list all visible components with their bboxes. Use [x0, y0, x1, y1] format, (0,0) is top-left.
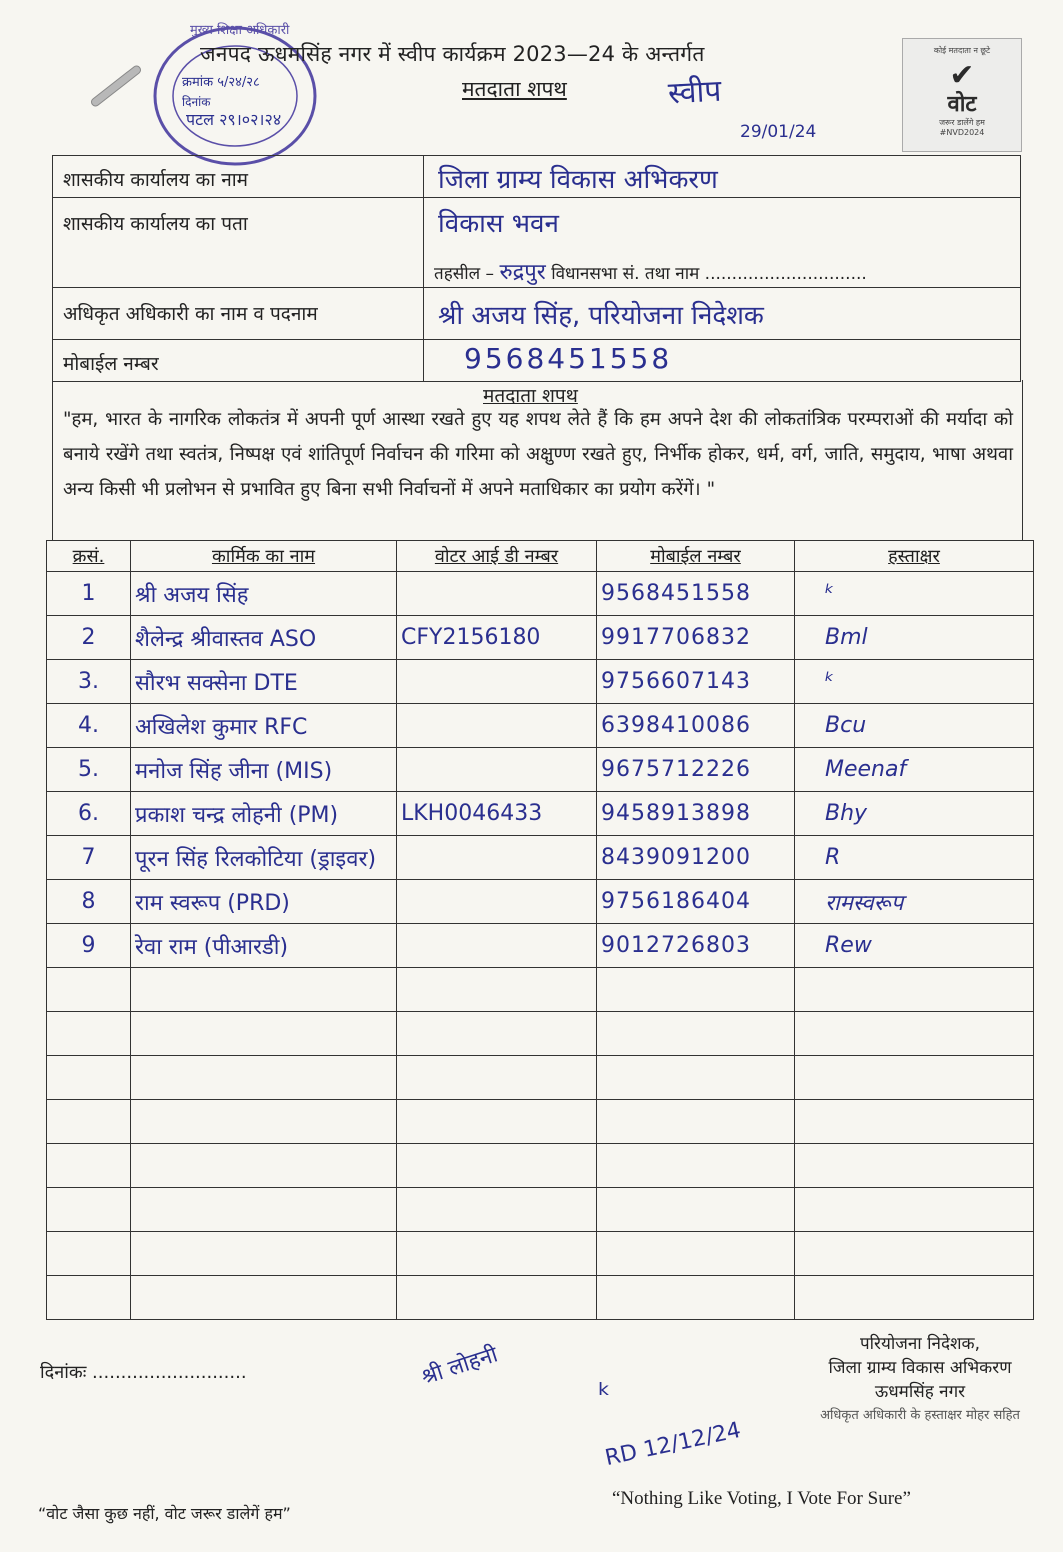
- tehsil-line: [434, 256, 867, 286]
- row-signature: [795, 1276, 1034, 1320]
- row-signature: ᵏ: [795, 660, 1034, 704]
- staff-header-row: [47, 541, 1034, 572]
- office-address-label: शासकीय कार्यालय का पता: [53, 198, 424, 288]
- row-name: अखिलेश कुमार RFC: [131, 704, 397, 748]
- row-mobile: 9568451558: [597, 572, 795, 616]
- row-sn: [47, 1276, 131, 1320]
- logo-tag: #NVD2024: [939, 128, 985, 137]
- office-name-label: शासकीय कार्यालय का नाम: [53, 156, 424, 198]
- row-sn: 3.: [47, 660, 131, 704]
- row-voter-id: CFY2156180: [397, 616, 597, 660]
- table-row: [47, 660, 1034, 704]
- row-voter-id: [397, 924, 597, 968]
- table-row: [47, 1232, 1034, 1276]
- table-row: [47, 968, 1034, 1012]
- row-mobile: 9012726803: [597, 924, 795, 968]
- row-mobile: [597, 1056, 795, 1100]
- row-voter-id: [397, 836, 597, 880]
- stamp-line1: क्रमांक ५/२४/२८: [182, 75, 260, 90]
- row-voter-id: LKH0046433: [397, 792, 597, 836]
- col-signature: हस्ताक्षर: [795, 541, 1034, 572]
- row-name: [131, 1144, 397, 1188]
- row-mobile: [597, 1144, 795, 1188]
- row-name: [131, 1012, 397, 1056]
- row-mobile: [597, 968, 795, 1012]
- oath-text: "हम, भारत के नागरिक लोकतंत्र में अपनी पूर्ण आस्था रखते हुए यह शपथ लेते हैं कि हम अपने देश की लोकतांत्रिक परम्पराओं की मर्यादा को बनाये रखेंगे तथा स्वतंत्र, निष्पक्ष एवं शांतिपूर्ण निर्वाचन की गरिमा को अक्षुण्ण रखते हुए, निर्भीक होकर, धर्म, वर्ग, जाति, समुदाय, भाषा अथवा अन्य किसी भी प्रलोभन से प्रभावित हुए बिना सभी निर्वाचनों में अपने मताधिकार का प्रयोग करेंगें। ": [63, 409, 1013, 500]
- table-row: [47, 924, 1034, 968]
- row-mobile: [597, 1188, 795, 1232]
- oath-section: [52, 380, 1023, 540]
- row-voter-id: [397, 660, 597, 704]
- pd-line1: परियोजना निदेशक,: [859, 1334, 980, 1354]
- table-row: [47, 572, 1034, 616]
- row-voter-id: [397, 1276, 597, 1320]
- logo-bottom-text: जरूर डालेंगे हम: [939, 118, 985, 127]
- table-row: [47, 1276, 1034, 1320]
- row-voter-id: [397, 880, 597, 924]
- handwritten-initials: ᵏ: [598, 1378, 611, 1413]
- handwritten-sweep-note: स्वीप: [667, 73, 723, 112]
- officer-cell: [424, 288, 1021, 340]
- logo-word: वोट: [947, 92, 977, 117]
- table-row: [47, 792, 1034, 836]
- row-mobile: [597, 1100, 795, 1144]
- officer-sign-label: अधिकृत अधिकारी के हस्ताक्षर मोहर सहित: [820, 1408, 1020, 1423]
- row-mobile: [597, 1276, 795, 1320]
- row-mobile: 9458913898: [597, 792, 795, 836]
- row-mobile: 9675712226: [597, 748, 795, 792]
- row-sn: [47, 1056, 131, 1100]
- row-name: [131, 1276, 397, 1320]
- row-voter-id: [397, 1144, 597, 1188]
- row-signature: Meenaf: [795, 748, 1034, 792]
- table-row: [47, 1012, 1034, 1056]
- row-sn: 6.: [47, 792, 131, 836]
- officer-label: अधिकृत अधिकारी का नाम व पदनाम: [53, 288, 424, 340]
- page-subtitle: मतदाता शपथ: [462, 77, 567, 101]
- row-sn: [47, 968, 131, 1012]
- row-voter-id: [397, 572, 597, 616]
- row-voter-id: [397, 1012, 597, 1056]
- officer-value: श्री अजय सिंह, परियोजना निदेशक: [438, 301, 764, 331]
- row-sn: 2: [47, 616, 131, 660]
- oath-title: मतदाता शपथ: [483, 385, 578, 407]
- table-row: [47, 1144, 1034, 1188]
- table-row: [47, 836, 1034, 880]
- handwritten-date-top: 29/01/24: [740, 122, 817, 142]
- office-info-table: [52, 155, 1021, 382]
- row-name: राम स्वरूप (PRD): [131, 880, 397, 924]
- tehsil-value: रुद्रपुर: [499, 260, 546, 285]
- row-signature: Bhy: [795, 792, 1034, 836]
- stamp-text: मुख्य शिक्षा अधिकारी: [190, 23, 290, 38]
- row-voter-id: [397, 748, 597, 792]
- officer-seal: [790, 1332, 1050, 1428]
- row-sn: 4.: [47, 704, 131, 748]
- row-sn: 7: [47, 836, 131, 880]
- table-row: [47, 1188, 1034, 1232]
- office-name-value: जिला ग्राम्य विकास अभिकरण: [438, 165, 718, 195]
- row-sn: 1: [47, 572, 131, 616]
- row-signature: [795, 1144, 1034, 1188]
- row-sn: 8: [47, 880, 131, 924]
- row-voter-id: [397, 1056, 597, 1100]
- pd-line3: ऊधमसिंह नगर: [874, 1382, 966, 1402]
- row-signature: रामस्वरूप: [795, 880, 1034, 924]
- assembly-label: विधानसभा सं. तथा नाम ..............................: [551, 264, 867, 284]
- row-sn: [47, 1012, 131, 1056]
- office-address-cell: [424, 198, 1021, 288]
- page-title: जनपद ऊधमसिंह नगर में स्वीप कार्यक्रम 2023—24 के अन्तर्गत: [200, 42, 705, 66]
- row-sn: [47, 1144, 131, 1188]
- row-name: [131, 1100, 397, 1144]
- row-mobile: 8439091200: [597, 836, 795, 880]
- row-sn: 5.: [47, 748, 131, 792]
- row-signature: [795, 1100, 1034, 1144]
- row-name: [131, 1232, 397, 1276]
- row-mobile: [597, 1012, 795, 1056]
- row-sn: [47, 1188, 131, 1232]
- row-name: श्री अजय सिंह: [131, 572, 397, 616]
- table-row: [47, 880, 1034, 924]
- row-mobile: 9756607143: [597, 660, 795, 704]
- tehsil-label: तहसील –: [434, 264, 495, 284]
- stamp-line2: दिनांक: [182, 95, 211, 109]
- row-sn: [47, 1232, 131, 1276]
- row-signature: [795, 1232, 1034, 1276]
- row-voter-id: [397, 1232, 597, 1276]
- row-name: मनोज सिंह जीना (MIS): [131, 748, 397, 792]
- row-name: रेवा राम (पीआरडी): [131, 924, 397, 968]
- date-field: दिनांकः ...........................: [40, 1362, 247, 1383]
- row-mobile: 9756186404: [597, 880, 795, 924]
- row-name: प्रकाश चन्द्र लोहनी (PM): [131, 792, 397, 836]
- row-signature: R: [795, 836, 1034, 880]
- col-voter-id: वोटर आई डी नम्बर: [397, 541, 597, 572]
- handwritten-date-bottom: RD 12/12/24: [602, 1417, 744, 1472]
- row-name: [131, 968, 397, 1012]
- row-name: [131, 1188, 397, 1232]
- col-mobile: मोबाईल नम्बर: [597, 541, 795, 572]
- nvd-logo: [902, 38, 1022, 152]
- row-signature: [795, 1012, 1034, 1056]
- row-voter-id: [397, 704, 597, 748]
- staff-table: [46, 540, 1034, 1320]
- table-row: [47, 616, 1034, 660]
- paper-clip-icon: [78, 52, 148, 122]
- office-address-value: विकास भवन: [438, 209, 559, 239]
- row-mobile: 6398410086: [597, 704, 795, 748]
- row-signature: [795, 1056, 1034, 1100]
- ink-finger-icon: ✔: [949, 58, 975, 93]
- row-sn: [47, 1100, 131, 1144]
- table-row: [47, 748, 1034, 792]
- row-name: शैलेन्द्र श्रीवास्तव ASO: [131, 616, 397, 660]
- mobile-cell: [424, 340, 1021, 382]
- stamp-line3: पटल २९।०२।२४: [186, 110, 282, 129]
- row-mobile: [597, 1232, 795, 1276]
- row-voter-id: [397, 968, 597, 1012]
- row-signature: ᵏ: [795, 572, 1034, 616]
- row-name: पूरन सिंह रिलकोटिया (ड्राइवर): [131, 836, 397, 880]
- col-name: कार्मिक का नाम: [131, 541, 397, 572]
- table-row: [47, 1056, 1034, 1100]
- row-voter-id: [397, 1100, 597, 1144]
- row-signature: Bml: [795, 616, 1034, 660]
- row-signature: [795, 968, 1034, 1012]
- row-signature: Rew: [795, 924, 1034, 968]
- col-sn: क्रसं.: [47, 541, 131, 572]
- row-voter-id: [397, 1188, 597, 1232]
- handwritten-lohani: श्री लोहनी: [418, 1342, 501, 1391]
- row-sn: 9: [47, 924, 131, 968]
- table-row: [47, 1100, 1034, 1144]
- row-name: [131, 1056, 397, 1100]
- tagline-english: “Nothing Like Voting, I Vote For Sure”: [612, 1488, 911, 1509]
- row-signature: [795, 1188, 1034, 1232]
- tagline-hindi: “वोट जैसा कुछ नहीं, वोट जरूर डालेगें हम”: [38, 1504, 291, 1523]
- row-mobile: 9917706832: [597, 616, 795, 660]
- mobile-value: 9568451558: [464, 342, 673, 375]
- row-signature: Bcu: [795, 704, 1034, 748]
- office-name-cell: [424, 156, 1021, 198]
- mobile-label: मोबाईल नम्बर: [53, 340, 424, 382]
- table-row: [47, 704, 1034, 748]
- row-name: सौरभ सक्सेना DTE: [131, 660, 397, 704]
- logo-top-text: कोई मतदाता न छूटे: [933, 46, 991, 55]
- pd-line2: जिला ग्राम्य विकास अभिकरण: [828, 1358, 1012, 1378]
